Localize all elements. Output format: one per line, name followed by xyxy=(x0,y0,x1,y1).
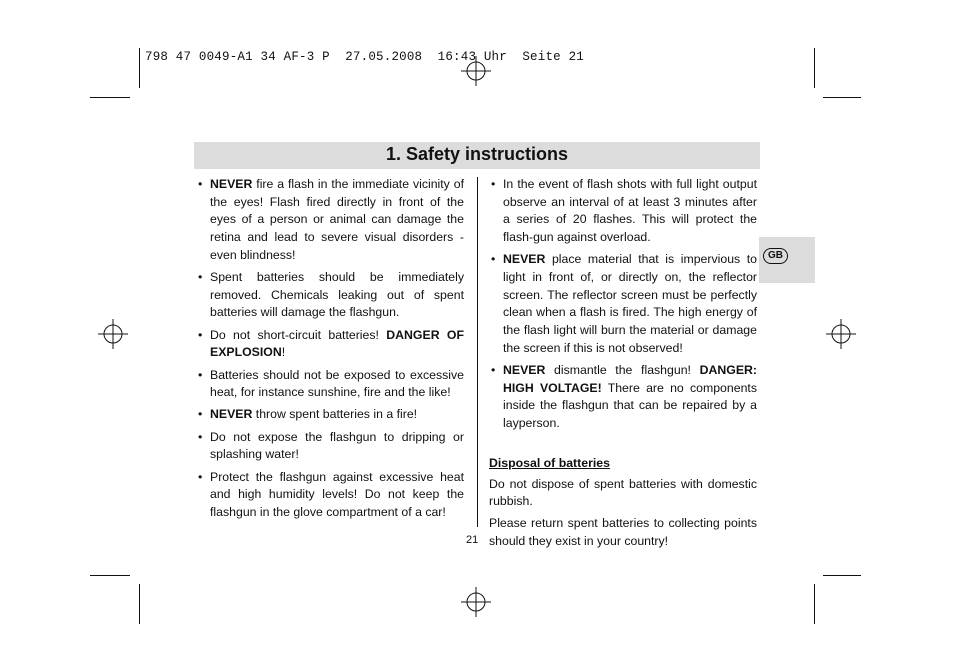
list-item: • Protect the flashgun against excessive heat and high humidity levels! Do not keep the flashgun in the glove compartment of a car! xyxy=(196,469,464,522)
registration-mark-icon xyxy=(826,319,856,349)
list-item: • NEVER fire a flash in the immediate vicinity of the eyes! Flash fired directly in front of the eyes of a person or animal can damage the retina and lead to severe visual disorders - even blindness! xyxy=(196,176,464,265)
crop-mark xyxy=(139,584,140,624)
crop-mark xyxy=(823,575,861,576)
language-badge: GB xyxy=(763,248,788,264)
list-item: • In the event of flash shots with full light output observe an interval of at least 3 minutes after a series of 20 flashes. This will protect the flash-gun against overload. xyxy=(489,176,757,247)
crop-mark xyxy=(823,97,861,98)
list-item: • NEVER dismantle the flashgun! DANGER: HIGH VOLTAGE! There are no components inside the flashgun that can be repaired by a layperson. xyxy=(489,362,757,433)
page-number: 21 xyxy=(466,534,479,546)
disposal-heading: Disposal of batteries xyxy=(489,455,610,470)
print-header: 798 47 0049-A1 34 AF-3 P 27.05.2008 16:43 Uhr Seite 21 xyxy=(145,50,584,64)
right-column xyxy=(489,176,757,554)
disposal-paragraph: Do not dispose of spent batteries with domestic rubbish. xyxy=(489,476,757,509)
registration-mark-icon xyxy=(461,587,491,617)
crop-mark xyxy=(814,584,815,624)
crop-mark xyxy=(90,575,130,576)
crop-mark xyxy=(814,48,815,88)
title-bar xyxy=(194,142,760,169)
registration-mark-icon xyxy=(98,319,128,349)
disposal-paragraph: Please return spent batteries to collecting points should they exist in your country! xyxy=(489,515,757,548)
registration-mark-icon xyxy=(461,56,491,86)
list-item: • Do not expose the flashgun to dripping or splashing water! xyxy=(196,429,464,464)
list-item: • NEVER place material that is impervious to light in front of, or directly on, the reflector screen. The reflector screen must be perfectly clean when a flash is fired. The high energy of the flash light will burn the material or damage the screen if this is not observed! xyxy=(489,251,757,357)
left-column xyxy=(196,176,464,526)
crop-mark xyxy=(90,97,130,98)
language-tab xyxy=(759,237,815,283)
page-title: 1. Safety instructions xyxy=(385,144,569,164)
list-item: • NEVER throw spent batteries in a fire! xyxy=(196,406,464,424)
column-divider xyxy=(477,177,478,527)
list-item: • Batteries should not be exposed to excessive heat, for instance sunshine, fire and the like! xyxy=(196,367,464,402)
crop-mark xyxy=(139,48,140,88)
list-item: • Spent batteries should be immediately removed. Chemicals leaking out of spent batteries will damage the flashgun. xyxy=(196,269,464,322)
list-item: • Do not short-circuit batteries! DANGER OF EXPLOSION! xyxy=(196,327,464,362)
